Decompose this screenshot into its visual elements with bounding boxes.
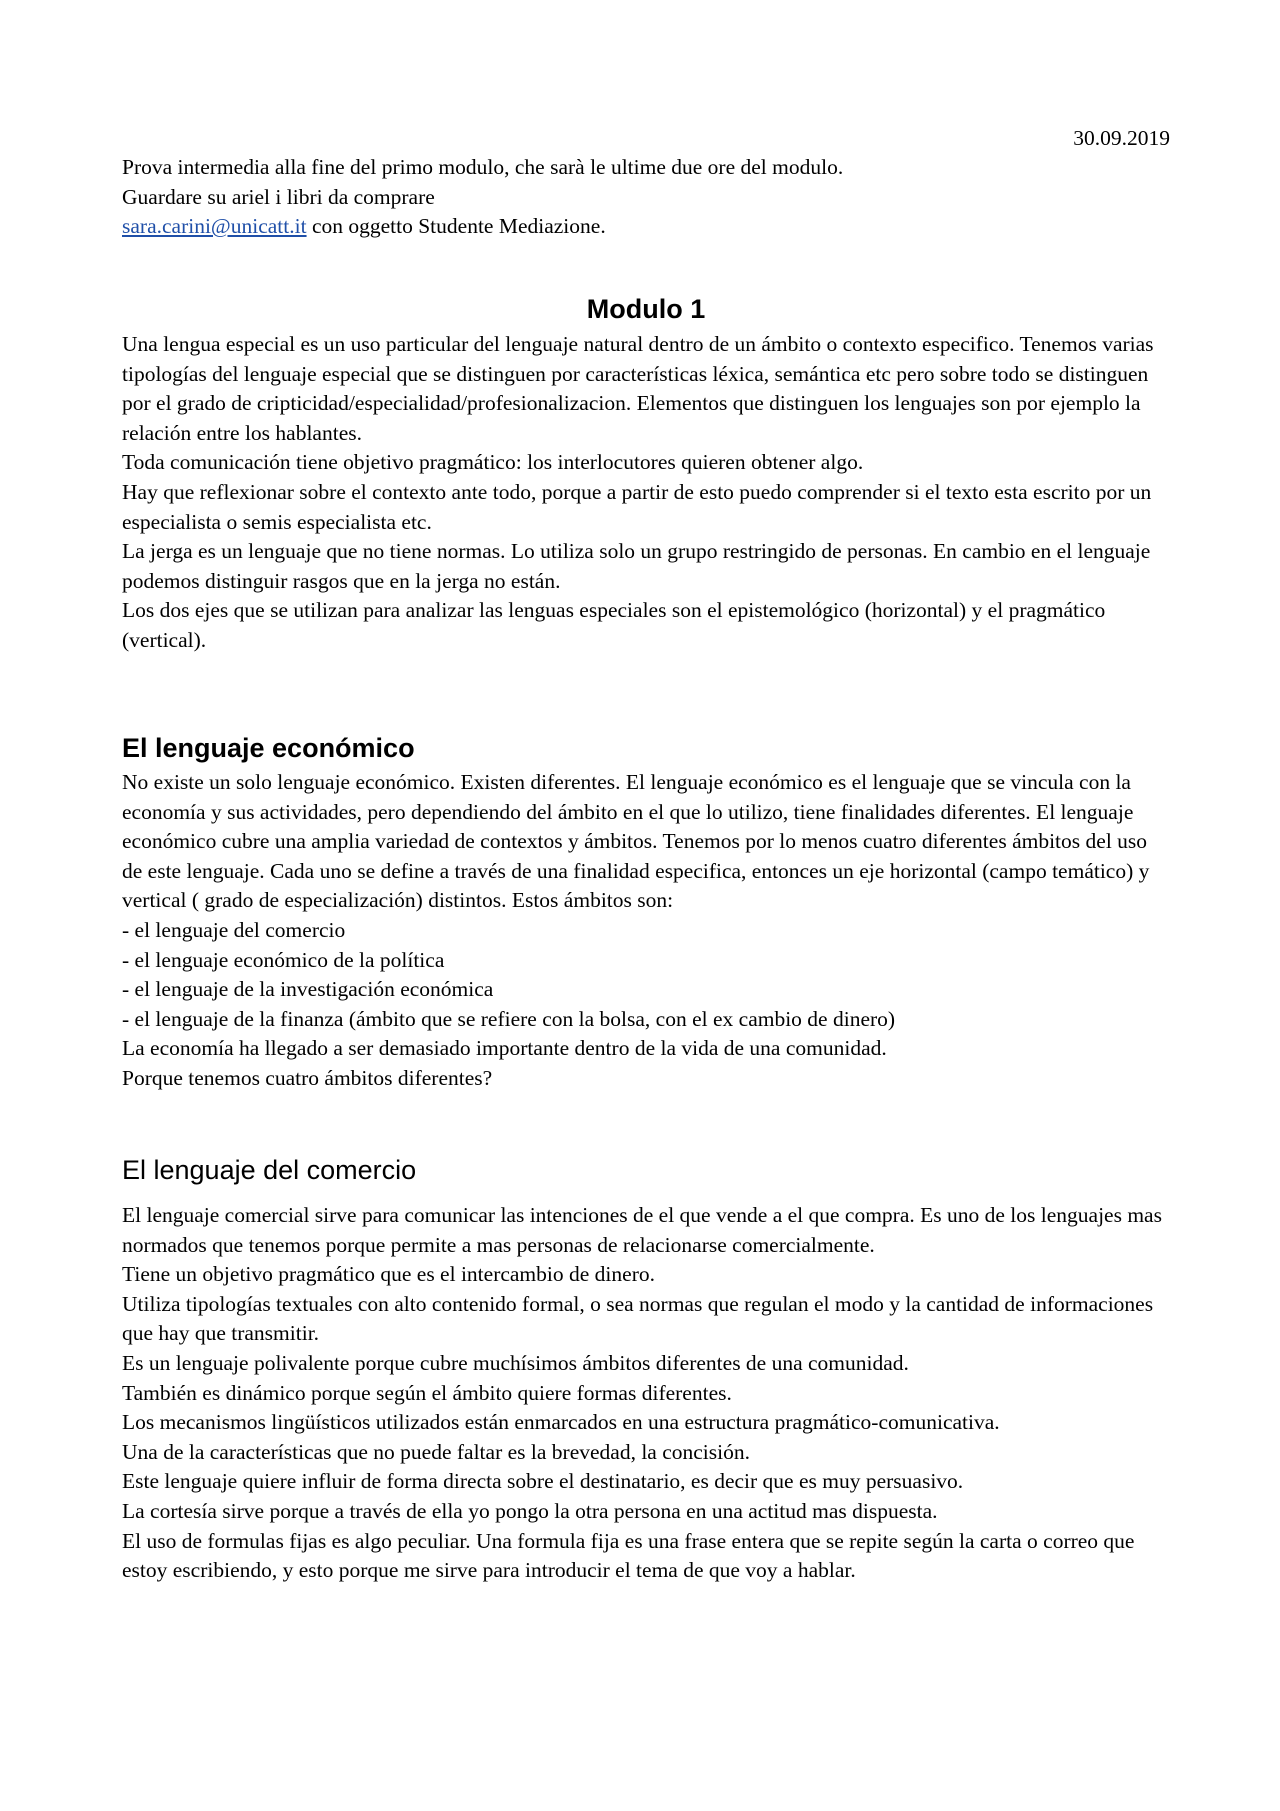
section-body-comercio <box>122 1201 1170 1586</box>
email-link[interactable]: sara.carini@unicatt.it <box>122 214 307 239</box>
paragraph: No existe un solo lenguaje económico. Existen diferentes. El lenguaje económico es el lenguaje que se vincula con la economía y sus actividades, pero dependiendo del ámbito en el que lo utilizo, tiene finalidades diferentes. El lenguaje económico cubre una amplia variedad de contextos y ámbitos. Tenemos por lo menos cuatro diferentes ámbitos del uso de este lenguaje. Cada uno se define a través de una finalidad especifica, entonces un eje horizontal (campo temático) y vertical ( grado de especialización) distintos. Estos ámbitos son: <box>122 770 1150 913</box>
section-heading-economico: El lenguaje económico <box>122 733 415 763</box>
paragraph: Es un lenguaje polivalente porque cubre muchísimos ámbitos diferentes de una comunidad. <box>122 1350 909 1375</box>
paragraph: Los mecanismos lingüísticos utilizados están enmarcados en una estructura pragmático-comunicativa. <box>122 1410 1000 1435</box>
section-body-economico <box>122 768 1170 1094</box>
paragraph: La jerga es un lenguaje que no tiene normas. Lo utiliza solo un grupo restringido de personas. En cambio en el lenguaje podemos distinguir rasgos que en la jerga no están. <box>122 539 1151 593</box>
paragraph: La cortesía sirve porque a través de ella yo pongo la otra persona en una actitud mas dispuesta. <box>122 1498 938 1523</box>
paragraph: El uso de formulas fijas es algo peculiar. Una formula fija es una frase entera que se repite según la carta o correo que estoy escribiendo, y esto porque me sirve para introducir el tema de que voy a hablar. <box>122 1528 1135 1583</box>
list-item: - el lenguaje del comercio <box>122 917 346 942</box>
note-line-books: Guardare su ariel i libri da comprare <box>122 184 435 209</box>
header-notes <box>122 153 1170 242</box>
module-title: Modulo 1 <box>586 294 706 324</box>
note-line-contact <box>122 212 1170 242</box>
list-item: - el lenguaje de la finanza (ámbito que se refiere con la bolsa, con el ex cambio de dinero) <box>122 1006 896 1031</box>
paragraph: Porque tenemos cuatro ámbitos diferentes? <box>122 1065 493 1090</box>
paragraph: También es dinámico porque según el ámbito quiere formas diferentes. <box>122 1380 732 1405</box>
paragraph: Los dos ejes que se utilizan para analizar las lenguas especiales son el epistemológico (horizontal) y el pragmático (vertical). <box>122 598 1106 652</box>
paragraph: Una de la características que no puede faltar es la brevedad, la concisión. <box>122 1439 750 1464</box>
document-date: 30.09.2019 <box>1073 126 1170 150</box>
paragraph: El lenguaje comercial sirve para comunicar las intenciones de el que vende a el que compra. Es uno de los lenguajes mas normados que tenemos porque permite a mas personas de relacionarse comercialmente. <box>122 1203 1162 1257</box>
module-body <box>122 330 1170 656</box>
section-heading-comercio: El lenguaje del comercio <box>122 1155 417 1185</box>
paragraph: Tiene un objetivo pragmático que es el intercambio de dinero. <box>122 1262 655 1287</box>
note-line-exam: Prova intermedia alla fine del primo modulo, che sarà le ultime due ore del modulo. <box>122 155 844 179</box>
list-item: - el lenguaje económico de la política <box>122 947 445 972</box>
list-item: - el lenguaje de la investigación económica <box>122 977 494 1002</box>
paragraph: La economía ha llegado a ser demasiado importante dentro de la vida de una comunidad. <box>122 1036 887 1061</box>
paragraph: Utiliza tipologías textuales con alto contenido formal, o sea normas que regulan el modo y la cantidad de informaciones que hay que transmitir. <box>122 1291 1154 1346</box>
paragraph: Toda comunicación tiene objetivo pragmático: los interlocutores quieren obtener algo. <box>122 450 864 475</box>
email-subject-text: con oggetto Studente Mediazione. <box>306 214 606 239</box>
paragraph: Una lengua especial es un uso particular del lenguaje natural dentro de un ámbito o contexto especifico. Tenemos varias tipologías del lenguaje especial que se distinguen por características léxica, semántica etc pero sobre todo se distinguen por el grado de cripticidad/especialidad/profesionalizacion. Elementos que distinguen los lenguajes son por ejemplo la relación entre los hablantes. <box>122 332 1154 445</box>
paragraph: Hay que reflexionar sobre el contexto ante todo, porque a partir de esto puedo comprender si el texto esta escrito por un especialista o semis especialista etc. <box>122 479 1152 534</box>
paragraph: Este lenguaje quiere influir de forma directa sobre el destinatario, es decir que es muy persuasivo. <box>122 1469 964 1494</box>
